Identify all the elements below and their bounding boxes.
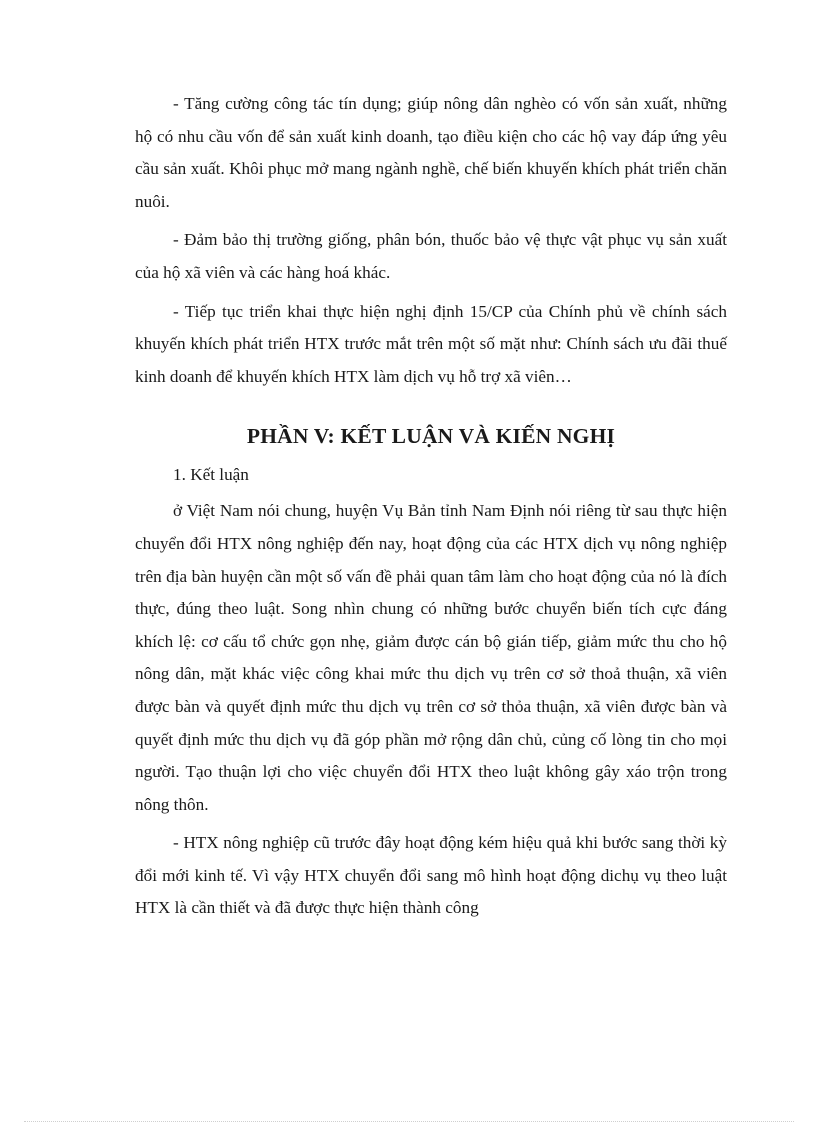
paragraph-credit-support: - Tăng cường công tác tín dụng; giúp nông dân nghèo có vốn sản xuất, những hộ có nhu cầu vốn để sản xuất kinh doanh, tạo điều kiện cho các hộ vay đáp ứng yêu cầu sản xuất. Khôi phục mở mang ngành nghề, chế biến khuyến khích phát triển chăn nuôi. — [135, 94, 727, 211]
page-bottom-divider — [24, 1121, 794, 1122]
section-title: PHẦN V: KẾT LUẬN VÀ KIẾN NGHỊ — [246, 424, 616, 449]
page-body — [135, 88, 727, 931]
paragraph-conclusion-overview: ở Việt Nam nói chung, huyện Vụ Bản tỉnh Nam Định nói riêng từ sau thực hiện chuyển đổi HTX nông nghiệp đến nay, hoạt động của các HTX dịch vụ nông nghiệp trên địa bàn huyện cần một số vấn đề phải quan tâm làm cho hoạt động của nó là đích thực, đúng theo luật. Song nhìn chung có những bước chuyển biến tích cực đáng khích lệ: cơ cấu tổ chức gọn nhẹ, giảm được cán bộ gián tiếp, giảm mức thu cho hộ nông dân, mặt khác việc công khai mức thu dịch vụ trên cơ sở thoả thuận, xã viên được bàn và quyết định mức thu dịch vụ trên cơ sở thỏa thuận, xã viên được bàn và quyết định mức thu dịch vụ đã góp phần mở rộng dân chủ, củng cố lòng tin cho mọi người. Tạo thuận lợi cho việc chuyển đổi HTX theo luật không gây xáo trộn trong nông thôn. — [135, 501, 727, 814]
subsection-title: 1. Kết luận — [173, 465, 249, 485]
paragraph-decree-15cp: - Tiếp tục triển khai thực hiện nghị định 15/CP của Chính phủ về chính sách khuyến khích phát triển HTX trước mắt trên một số mặt như: Chính sách ưu đãi thuế kinh doanh để khuyến khích HTX làm dịch vụ hỗ trợ xã viên… — [135, 301, 727, 386]
paragraph-market-supplies: - Đảm bảo thị trường giống, phân bón, thuốc bảo vệ thực vật phục vụ sản xuất của hộ xã viên và các hàng hoá khác. — [135, 230, 727, 282]
paragraph-conclusion-transition: - HTX nông nghiệp cũ trước đây hoạt động kém hiệu quả khi bước sang thời kỳ đổi mới kinh tế. Vì vậy HTX chuyển đổi sang mô hình hoạt động dichụ vụ theo luật HTX là cần thiết và đã được thực hiện thành công — [135, 833, 727, 918]
